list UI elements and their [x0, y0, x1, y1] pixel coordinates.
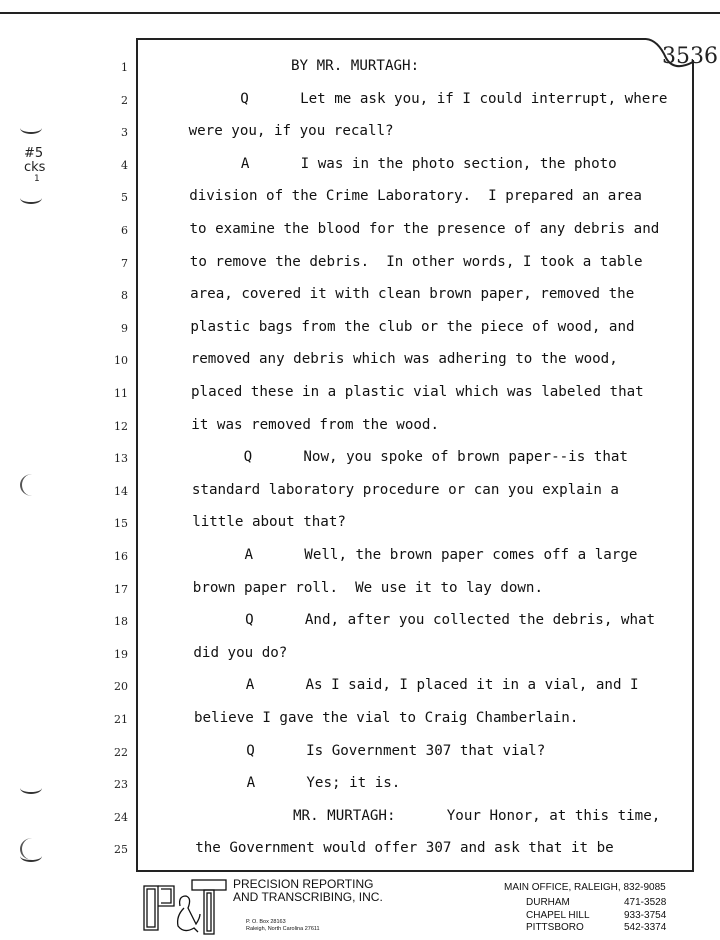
branch-phone-number: 542-3374 — [624, 922, 667, 933]
transcript-line: division of the Crime Laboratory. I prepared an area — [189, 188, 642, 205]
line-number: 24 — [114, 810, 128, 824]
line-number: 9 — [121, 321, 128, 335]
company-name-line2: AND TRANSCRIBING, INC. — [233, 890, 383, 904]
transcript-line: Q Is Government 307 that vial? — [246, 742, 546, 759]
margin-note-3: 1 — [34, 174, 40, 184]
transcript-line: the Government would offer 307 and ask that it be — [195, 840, 614, 857]
transcript-line: removed any debris which was adhering to the wood, — [190, 351, 618, 368]
transcript-line: believe I gave the vial to Craig Chamberlain. — [194, 710, 579, 726]
line-number: 23 — [114, 778, 128, 792]
branch-phone-number: 933-3754 — [624, 909, 667, 921]
transcript-line: brown paper roll. We use it to lay down. — [192, 579, 544, 596]
transcript-line: Q Let me ask you, if I could interrupt, where — [240, 90, 668, 107]
transcript-line: A As I said, I placed it in a vial, and I — [245, 677, 639, 694]
punch-hole-2 — [20, 838, 44, 860]
branch-city: CHAPEL HILL — [526, 909, 590, 921]
margin-note-2: cks — [24, 160, 46, 175]
punch-hole-1 — [20, 474, 44, 496]
transcript-line: it was removed from the wood. — [191, 416, 440, 433]
transcript-line: plastic bags from the club or the piece of wood, and — [190, 318, 635, 335]
transcript-line: area, covered it with clean brown paper, removed the — [190, 286, 635, 303]
transcript-line: A Well, the brown paper comes off a large — [244, 547, 638, 563]
line-number: 15 — [114, 517, 128, 531]
line-number: 20 — [114, 680, 128, 694]
line-number: 12 — [114, 419, 128, 433]
line-number: 11 — [114, 387, 128, 400]
binder-mark-2 — [20, 192, 42, 204]
branch-city: DURHAM — [526, 897, 570, 908]
transcript-line: Q Now, you spoke of brown paper--is that — [243, 449, 628, 466]
branch-phone-number: 471-3528 — [624, 897, 667, 908]
transcript-line: to examine the blood for the presence of any debris and — [189, 221, 660, 237]
frame-bottom-border — [136, 870, 694, 872]
company-name — [233, 878, 383, 904]
company-name-line1: PRECISION REPORTING — [233, 877, 374, 891]
transcript-line: A Yes; it is. — [246, 775, 401, 792]
branch-city: PITTSBORO — [526, 922, 584, 933]
line-number: 21 — [114, 713, 128, 726]
frame-right-border — [692, 60, 694, 872]
line-number: 5 — [121, 191, 128, 205]
line-number: 8 — [121, 289, 128, 303]
transcript-line: to remove the debris. In other words, I took a table — [189, 253, 643, 270]
line-number: 1 — [121, 61, 128, 74]
city-line: Raleigh, North Carolina 27611 — [246, 926, 320, 932]
transcript-line: BY MR. MURTAGH: — [291, 58, 420, 74]
transcript-line: were you, if you recall? — [188, 123, 394, 140]
line-number: 4 — [121, 158, 128, 172]
line-number: 19 — [114, 647, 128, 661]
binder-mark-3 — [20, 782, 42, 794]
line-number: 25 — [114, 843, 128, 857]
line-number: 13 — [114, 452, 128, 466]
line-number: 10 — [114, 354, 128, 368]
transcript-line: placed these in a plastic vial which was labeled that — [191, 384, 644, 400]
frame-top-border — [136, 38, 646, 40]
transcript-line: standard laboratory procedure or can you explain a — [191, 481, 619, 498]
svg-text:P&T: P&T — [140, 876, 142, 877]
line-number: 14 — [114, 484, 128, 498]
line-number: 16 — [114, 550, 128, 563]
line-number: 6 — [121, 224, 128, 237]
transcript-line: did you do? — [193, 644, 288, 661]
frame-left-border — [136, 38, 138, 872]
line-number: 17 — [114, 582, 128, 596]
transcript-line: Q And, after you collected the debris, what — [245, 612, 656, 629]
page-number: 3536 — [662, 44, 718, 69]
line-number: 22 — [114, 745, 128, 759]
line-number: 7 — [121, 256, 128, 270]
main-office: MAIN OFFICE, RALEIGH, 832-9085 — [504, 882, 666, 893]
top-rule — [0, 12, 720, 14]
transcript-line: MR. MURTAGH: Your Honor, at this time, — [293, 807, 661, 824]
po-box: P. O. Box 28163 — [246, 919, 286, 925]
company-address — [246, 919, 320, 933]
binder-mark-1 — [20, 122, 42, 134]
company-logo — [140, 876, 228, 936]
line-number: 2 — [121, 93, 128, 107]
margin-note-1: #5 — [24, 146, 44, 161]
transcript-line: little about that? — [192, 514, 346, 531]
transcript-line: A I was in the photo section, the photo — [240, 155, 617, 172]
line-number: 3 — [121, 126, 128, 140]
line-number: 18 — [114, 615, 128, 629]
